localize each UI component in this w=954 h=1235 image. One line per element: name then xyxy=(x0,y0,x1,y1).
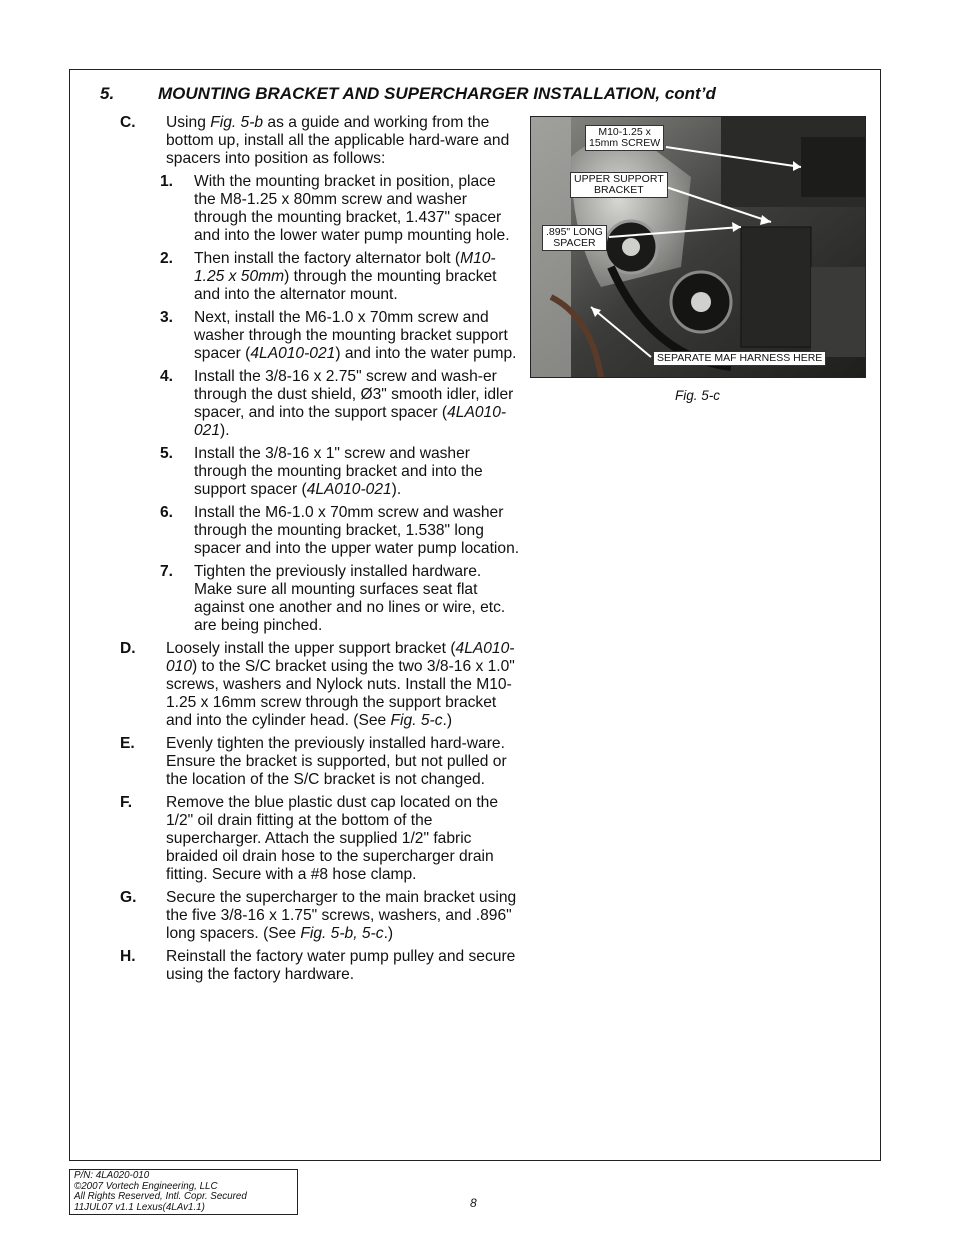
sub-step-label: 1. xyxy=(160,173,174,190)
figure-caption: Fig. 5-c xyxy=(675,388,721,403)
reference-text: Fig. 5-c xyxy=(390,712,443,729)
sub-step-5 xyxy=(160,445,520,499)
sub-steps xyxy=(160,173,520,635)
step-c xyxy=(120,114,520,635)
sub-step-label: 2. xyxy=(160,250,174,267)
step-text-run: ) through the mounting bracket and into the alternator mount. xyxy=(194,268,497,303)
sub-step-label: 3. xyxy=(160,309,174,326)
reference-text: 4LA010-010 xyxy=(166,640,515,675)
sub-step-2 xyxy=(160,250,520,304)
reference-text: Fig. 5-b xyxy=(210,114,264,131)
step-text-run: ). xyxy=(220,422,230,439)
step-label: C. xyxy=(120,114,136,131)
sub-step-3 xyxy=(160,309,520,363)
part-number: P/N: 4LA020-010 xyxy=(74,1170,150,1181)
sub-step-text xyxy=(194,563,520,635)
step-text-run: Next, install the M6-1.0 x 70mm screw and washer through the mounting bracket support spacer ( xyxy=(194,309,508,362)
instruction-steps xyxy=(120,114,520,989)
step-h xyxy=(120,948,520,984)
revision: 11JUL07 v1.1 Lexus(4LAv1.1) xyxy=(74,1201,205,1213)
step-text-run: Install the 3/8-16 x 2.75" screw and wash-er through the dust shield, Ø3" smooth idler, idler spacer, and into the support spacer ( xyxy=(194,368,514,421)
sub-step-text xyxy=(194,173,520,245)
step-label: G. xyxy=(120,889,137,906)
step-text xyxy=(166,735,520,789)
step-text-run: Remove the blue plastic dust cap located on the 1/2" oil drain fitting at the bottom of the supercharger. Attach the supplied 1/2" fabric braided oil drain hose to the supercharger drain fitting. Secure with a #8 hose clamp. xyxy=(166,794,499,883)
step-label: D. xyxy=(120,640,136,657)
step-text-run: ) to the S/C bracket using the two 3/8-16 x 1.0" screws, washers and Nylock nuts. Install the M10-1.25 x 16mm screw through the support bracket and into the cylinder head. (See xyxy=(166,658,515,729)
section-heading: MOUNTING BRACKET AND SUPERCHARGER INSTALLATION, cont’d xyxy=(158,84,716,103)
reference-text: M10-1.25 x 50mm xyxy=(194,250,496,285)
step-text-run: ). xyxy=(391,481,402,498)
step-text xyxy=(166,794,520,884)
section-number: 5. xyxy=(100,84,115,103)
sub-step-label: 6. xyxy=(160,504,174,521)
step-text-run: .) xyxy=(383,925,394,942)
sub-step-text xyxy=(194,309,520,363)
step-label: F. xyxy=(120,794,133,811)
sub-step-label: 5. xyxy=(160,445,174,462)
step-text-run: Install the 3/8-16 x 1" screw and washer through the mounting bracket and into the support spacer ( xyxy=(194,445,483,498)
step-d xyxy=(120,640,520,730)
step-text-run: .) xyxy=(442,712,453,729)
step-g xyxy=(120,889,520,943)
sub-step-1 xyxy=(160,173,520,245)
step-text-run: Reinstall the factory water pump pulley and secure using the factory hardware. xyxy=(166,948,516,983)
sub-step-7 xyxy=(160,563,520,635)
step-text-run: Secure the supercharger to the main bracket using the five 3/8-16 x 1.75" screws, washers, and .896" long spacers. (See xyxy=(166,889,517,942)
reference-text: 4LA010-021 xyxy=(306,481,392,498)
step-text-run: Then install the factory alternator bolt ( xyxy=(194,250,461,267)
step-text-run: ) and into the water pump. xyxy=(335,345,517,362)
step-text-run: Loosely install the upper support bracket ( xyxy=(166,640,456,657)
footer-info xyxy=(69,1169,298,1215)
step-text-run: Using xyxy=(166,114,211,131)
reference-text: 4LA010-021 xyxy=(250,345,336,362)
sub-step-6 xyxy=(160,504,520,558)
sub-step-text xyxy=(194,445,520,499)
step-text xyxy=(166,114,520,168)
step-text xyxy=(166,948,520,984)
engine-photo xyxy=(530,116,866,378)
step-text xyxy=(166,889,520,943)
step-text-run: as a guide and working from the bottom up, install all the applicable hard-ware and spacers into position as follows: xyxy=(166,114,510,167)
step-text-run: Tighten the previously installed hardware. Make sure all mounting surfaces seat flat against one another and no lines or wire, etc. are being pinched. xyxy=(194,563,506,634)
callout-spacer: .895" LONG SPACER xyxy=(542,225,607,251)
callout-maf-harness: SEPARATE MAF HARNESS HERE xyxy=(653,351,826,366)
step-label: H. xyxy=(120,948,136,965)
step-f xyxy=(120,794,520,884)
step-text xyxy=(166,640,520,730)
step-text-run: Install the M6-1.0 x 70mm screw and washer through the mounting bracket, 1.538" long spacer and into the upper water pump location. xyxy=(194,504,520,557)
sub-step-4 xyxy=(160,368,520,440)
section-title xyxy=(100,84,716,104)
step-text-run: With the mounting bracket in position, place the M8-1.25 x 80mm screw and washer through the mounting bracket, 1.437" spacer and into the lower water pump mounting hole. xyxy=(194,173,510,244)
reference-text: 4LA010-021 xyxy=(194,404,507,439)
sub-step-text xyxy=(194,504,520,558)
step-text-run: Evenly tighten the previously installed hard-ware. Ensure the bracket is supported, but not pulled or the location of the S/C bracket is not changed. xyxy=(166,735,507,788)
sub-step-label: 4. xyxy=(160,368,174,385)
page-number: 8 xyxy=(470,1196,477,1210)
rights: All Rights Reserved, Intl. Copr. Secured xyxy=(74,1191,247,1202)
sub-step-text xyxy=(194,250,520,304)
callout-upper-support-bracket: UPPER SUPPORT BRACKET xyxy=(570,172,668,198)
copyright: ©2007 Vortech Engineering, LLC xyxy=(74,1180,218,1192)
callout-screw: M10-1.25 x 15mm SCREW xyxy=(585,125,664,151)
sub-step-text xyxy=(194,368,520,440)
reference-text: Fig. 5-b, 5-c xyxy=(300,925,384,942)
step-e xyxy=(120,735,520,789)
step-label: E. xyxy=(120,735,135,752)
sub-step-label: 7. xyxy=(160,563,174,580)
